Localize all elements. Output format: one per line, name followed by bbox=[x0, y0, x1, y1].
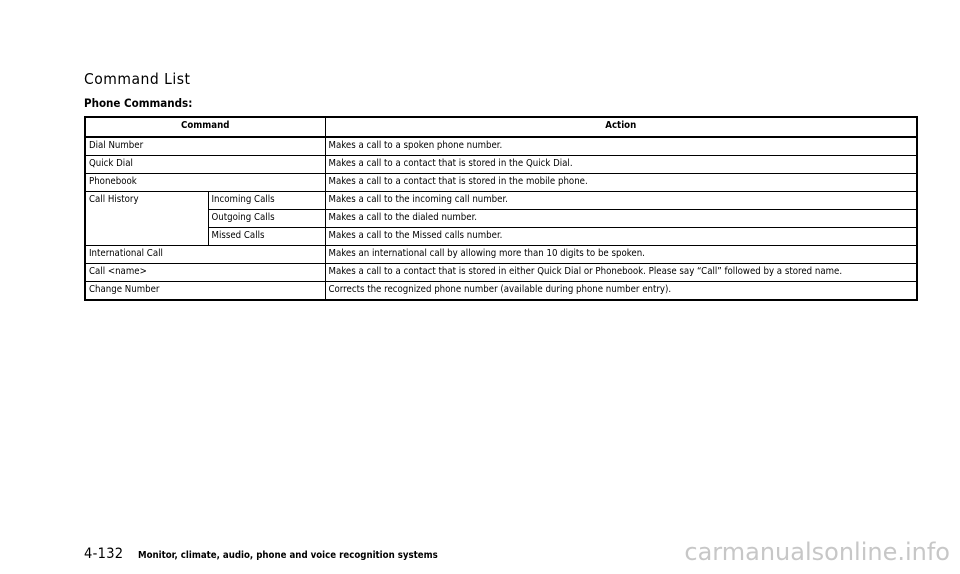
command-cell: International Call bbox=[85, 246, 325, 264]
chapter-title: Monitor, climate, audio, phone and voice recognition systems bbox=[137, 550, 438, 561]
action-cell: Makes a call to a contact that is stored in either Quick Dial or Phonebook. Please say “Call” followed by a stored name. bbox=[325, 264, 917, 282]
watermark: carmanualsonline.info bbox=[684, 538, 950, 566]
table-row bbox=[85, 174, 917, 192]
table-row bbox=[85, 246, 917, 264]
action-cell: Makes a call to the incoming call number. bbox=[325, 192, 917, 210]
table-row bbox=[85, 192, 917, 210]
table-row bbox=[85, 156, 917, 174]
command-cell: Dial Number bbox=[85, 137, 325, 156]
table-row bbox=[85, 264, 917, 282]
action-cell: Makes an international call by allowing more than 10 digits to be spoken. bbox=[325, 246, 917, 264]
action-cell: Makes a call to a spoken phone number. bbox=[325, 137, 917, 156]
column-header-action: Action bbox=[325, 117, 917, 137]
action-cell: Makes a call to a contact that is stored in the Quick Dial. bbox=[325, 156, 917, 174]
table-header-row bbox=[85, 117, 917, 137]
subcommand-cell: Outgoing Calls bbox=[208, 210, 325, 228]
table-row bbox=[85, 210, 917, 228]
column-header-command: Command bbox=[85, 117, 325, 137]
command-cell: Phonebook bbox=[85, 174, 325, 192]
subcommand-cell: Missed Calls bbox=[208, 228, 325, 246]
command-cell: Change Number bbox=[85, 282, 325, 301]
subcommand-cell: Incoming Calls bbox=[208, 192, 325, 210]
table-row bbox=[85, 137, 917, 156]
command-cell: Call <name> bbox=[85, 264, 325, 282]
page-footer bbox=[84, 543, 438, 562]
phone-commands-table bbox=[84, 116, 918, 301]
action-cell: Makes a call to a contact that is stored in the mobile phone. bbox=[325, 174, 917, 192]
section-title: Command List bbox=[84, 70, 191, 88]
table-row bbox=[85, 282, 917, 301]
action-cell: Makes a call to the Missed calls number. bbox=[325, 228, 917, 246]
command-cell: Quick Dial bbox=[85, 156, 325, 174]
subsection-title: Phone Commands: bbox=[84, 96, 193, 110]
command-cell: Call History bbox=[85, 192, 208, 246]
table-row bbox=[85, 228, 917, 246]
page-number: 4-132 bbox=[84, 546, 124, 562]
action-cell: Makes a call to the dialed number. bbox=[325, 210, 917, 228]
action-cell: Corrects the recognized phone number (available during phone number entry). bbox=[325, 282, 917, 301]
